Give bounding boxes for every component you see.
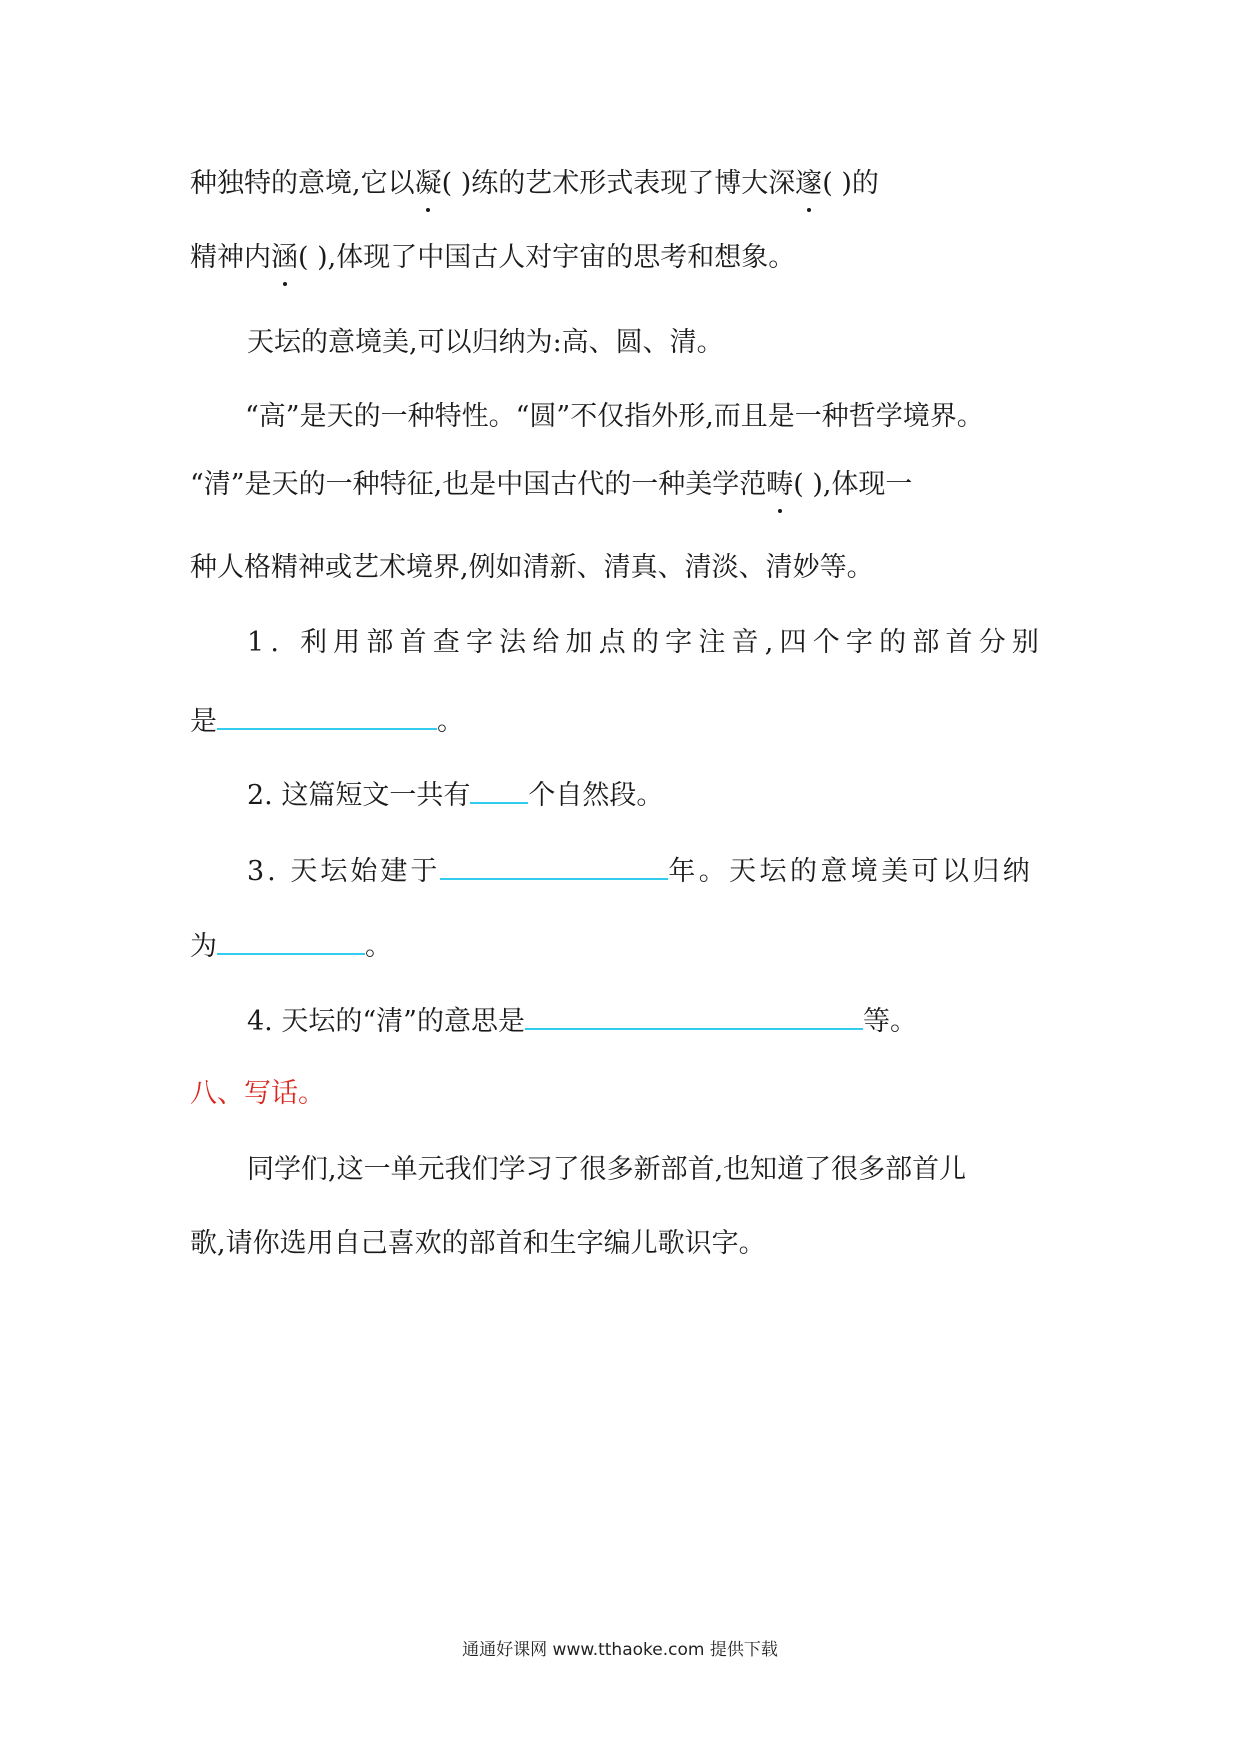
section-heading: 八、写话。 (190, 1078, 325, 1109)
question-text: 。 (365, 931, 392, 962)
question-text: 2. 这篇短文一共有 (247, 780, 471, 811)
passage-line: “高”是天的一种特性。“圆”不仅指外形,而且是一种哲学境界。 (245, 401, 984, 432)
question-3-answer-line (190, 923, 1060, 967)
passage-text: “清”是天的一种特征,也是中国古代的一种美学范 (190, 469, 767, 500)
page-footer: 通通好课网 www.tthaoke.com 提供下载 (462, 1640, 778, 1660)
question-text: 年。天坛的意境美可以归纳 (668, 856, 1034, 887)
question-1: 1. 利用部首查字法给加点的字注音,四个字的部首分别 (247, 627, 1046, 658)
question-2 (247, 772, 1060, 816)
passage-line (190, 238, 1060, 278)
passage-line: 种人格精神或艺术境界,例如清新、清真、清淡、清妙等。 (190, 552, 874, 583)
question-text: 为 (190, 931, 217, 962)
dotted-char: 畴 (766, 465, 793, 505)
passage-text: 种独特的意境,它以 (190, 168, 415, 199)
passage-text: 精神内 (190, 242, 271, 273)
dotted-char: 涵 (271, 238, 298, 278)
question-text: 是 (190, 706, 217, 737)
passage-text: ( )练的艺术形式表现了博大深 (441, 168, 796, 199)
passage-text: ( ),体现了中国古人对宇宙的思考和想象。 (298, 242, 796, 273)
dotted-char: 邃 (795, 164, 822, 204)
passage-text: ( ),体现一 (793, 469, 913, 500)
question-text: 3. 天坛始建于 (247, 856, 441, 887)
question-text: 4. 天坛的“清”的意思是 (247, 1006, 525, 1037)
question-text: 。 (437, 706, 464, 737)
passage-line: 天坛的意境美,可以归纳为:高、圆、清。 (247, 327, 724, 358)
answer-blank[interactable] (470, 772, 528, 804)
passage-line (190, 164, 1060, 204)
answer-blank[interactable] (217, 698, 437, 730)
passage-text: ( )的 (822, 168, 879, 199)
question-4 (247, 998, 1060, 1042)
question-text: 等。 (862, 1006, 917, 1037)
writing-prompt-line: 歌,请你选用自己喜欢的部首和生字编儿歌识字。 (190, 1228, 766, 1259)
answer-blank[interactable] (525, 998, 863, 1030)
question-3 (247, 848, 1060, 892)
answer-blank[interactable] (217, 923, 365, 955)
answer-blank[interactable] (440, 848, 668, 880)
question-text: 个自然段。 (528, 780, 664, 811)
question-1-answer-line (190, 698, 1060, 742)
passage-line (190, 465, 1060, 505)
writing-prompt-line: 同学们,这一单元我们学习了很多新部首,也知道了很多部首儿 (247, 1154, 967, 1185)
dotted-char: 凝 (415, 164, 442, 204)
